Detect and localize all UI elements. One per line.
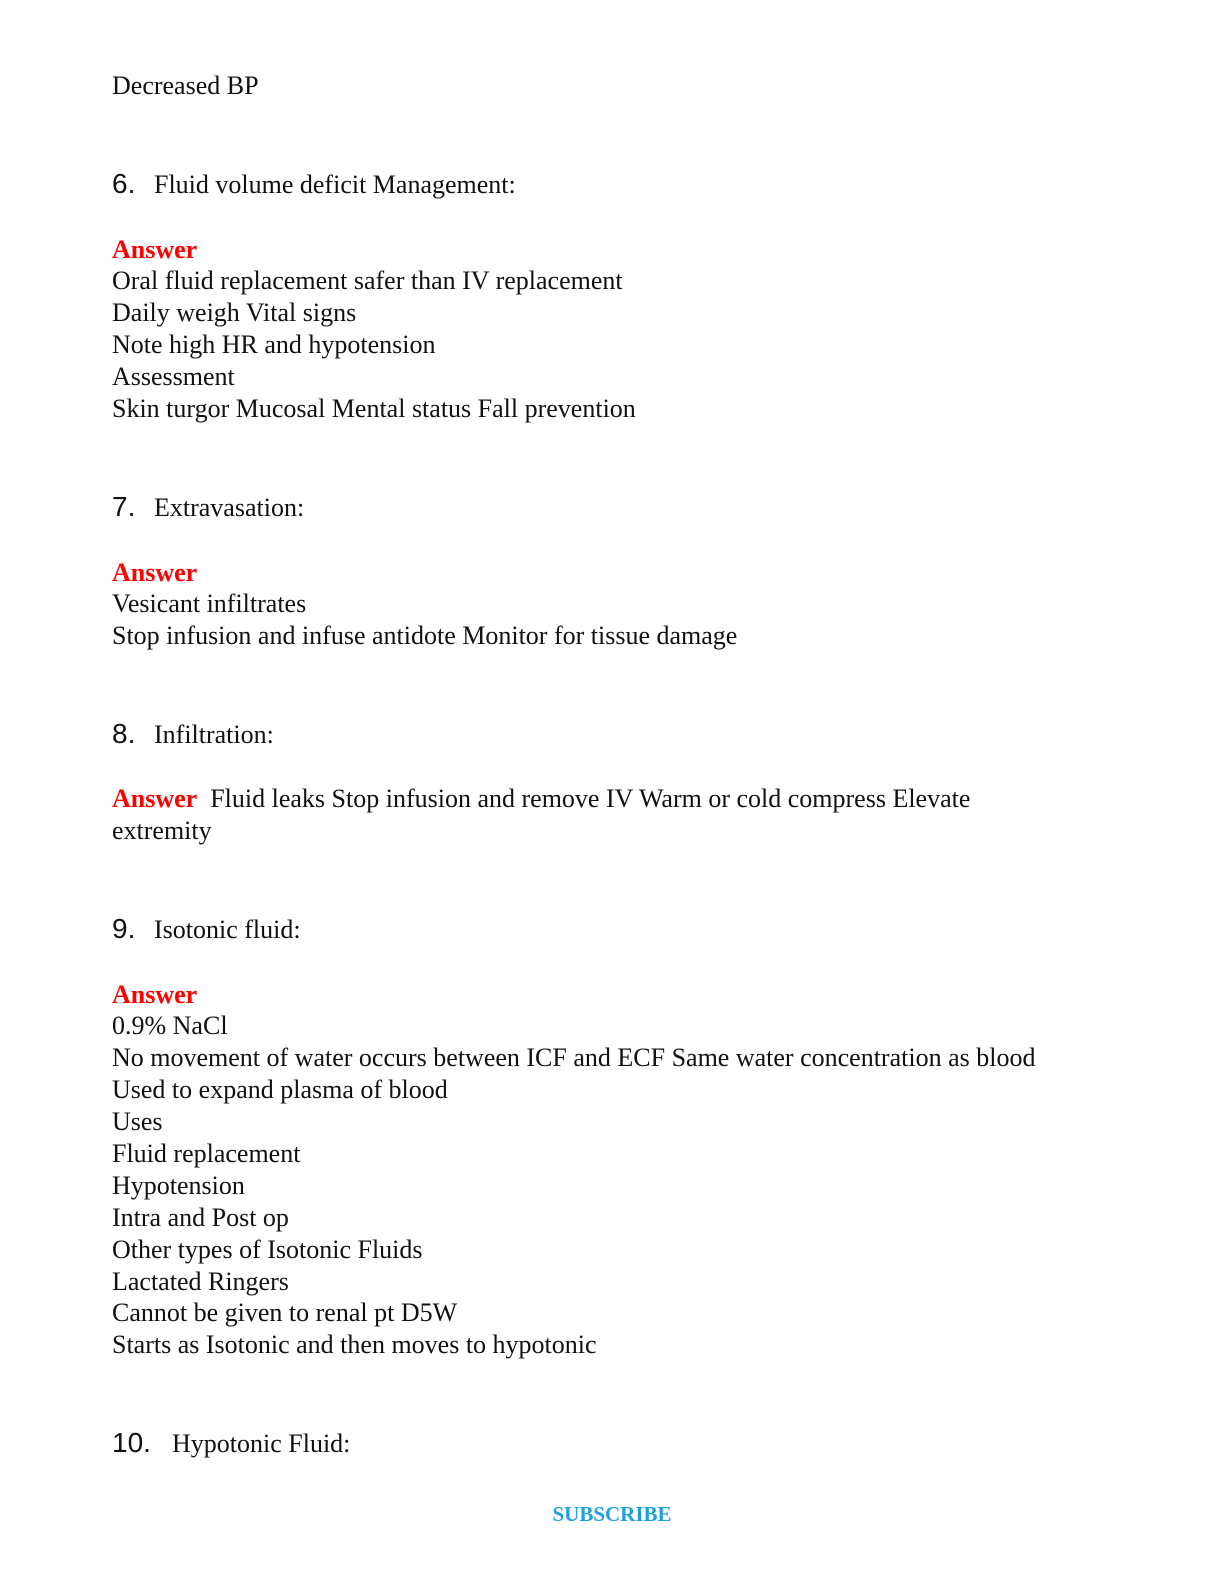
answer-line: Uses — [112, 1107, 163, 1136]
answer-line: Skin turgor Mucosal Mental status Fall prevention — [112, 394, 636, 423]
answer-line: Fluid replacement — [112, 1139, 301, 1168]
answer-line: Other types of Isotonic Fluids — [112, 1235, 423, 1264]
answer-line: Assessment — [112, 362, 235, 391]
question-text: Extravasation: — [154, 493, 305, 522]
question-8-title — [112, 718, 274, 751]
answer-line: No movement of water occurs between ICF and ECF Same water concentration as blood — [112, 1043, 1036, 1072]
answer-line: Stop infusion and infuse antidote Monitor for tissue damage — [112, 621, 738, 650]
answer-line: Intra and Post op — [112, 1203, 289, 1232]
question-number: 7. — [112, 491, 136, 522]
answer-line: Vesicant infiltrates — [112, 589, 307, 618]
question-6-title — [112, 168, 516, 201]
carryover-line: Decreased BP — [112, 71, 259, 100]
question-7-title — [112, 491, 304, 524]
question-9-title — [112, 913, 301, 946]
question-10-title — [112, 1427, 350, 1460]
answer-line: Used to expand plasma of blood — [112, 1075, 448, 1104]
answer-line: Oral fluid replacement safer than IV replacement — [112, 266, 623, 295]
answer-line: Daily weigh Vital signs — [112, 298, 357, 327]
answer-line: extremity — [112, 816, 212, 845]
question-text: Hypotonic Fluid: — [172, 1429, 351, 1458]
answer-line: Starts as Isotonic and then moves to hypotonic — [112, 1330, 597, 1359]
question-number: 9. — [112, 913, 136, 944]
answer-line: Hypotension — [112, 1171, 245, 1200]
answer-label: Answer — [112, 784, 198, 813]
answer-inline-line — [112, 783, 970, 815]
question-number: 8. — [112, 718, 136, 749]
answer-text: Fluid leaks Stop infusion and remove IV Warm or cold compress Elevate — [210, 784, 971, 813]
answer-label: Answer — [112, 558, 198, 587]
answer-line: Lactated Ringers — [112, 1267, 289, 1296]
answer-label: Answer — [112, 235, 198, 264]
question-number: 6. — [112, 168, 136, 199]
subscribe-link[interactable]: SUBSCRIBE — [552, 1502, 672, 1526]
answer-label: Answer — [112, 980, 198, 1009]
question-number: 10. — [112, 1427, 151, 1458]
answer-line: 0.9% NaCl — [112, 1011, 228, 1040]
question-text: Isotonic fluid: — [154, 915, 301, 944]
question-text: Infiltration: — [154, 720, 274, 749]
answer-line: Note high HR and hypotension — [112, 330, 436, 359]
question-text: Fluid volume deficit Management: — [154, 170, 516, 199]
answer-line: Cannot be given to renal pt D5W — [112, 1298, 458, 1327]
